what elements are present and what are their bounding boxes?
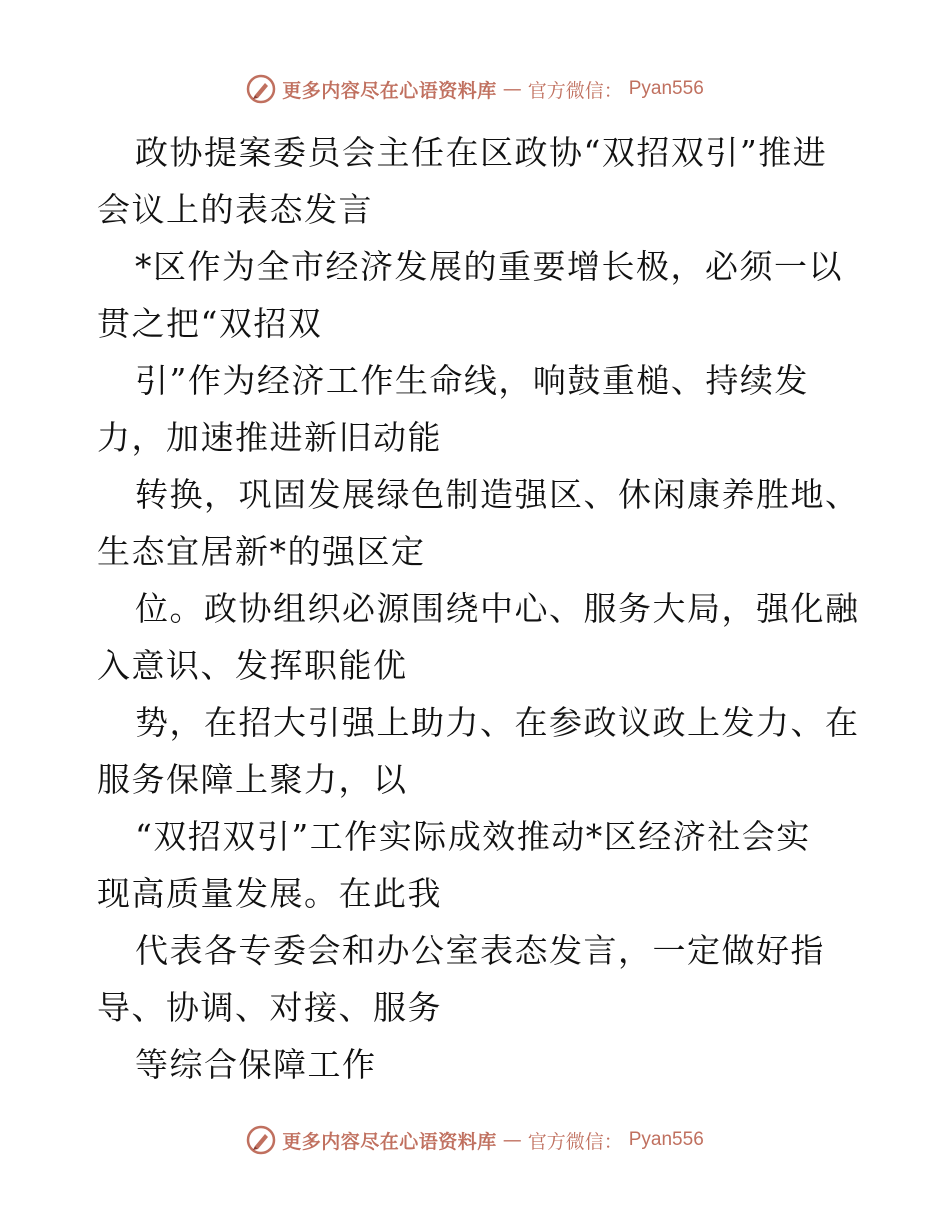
paragraph-2-line-2: 贯之把“双招双 <box>97 304 323 343</box>
watermark-main-text: 更多内容尽在心语资料库 <box>282 1130 497 1153</box>
paragraph-4-line-1: 转换，巩固发展绿色制造强区、休闲康养胜地、 <box>135 475 860 514</box>
watermark-wechat-id: Pyan556 <box>628 78 704 99</box>
paragraph-5-line-1: 位。政协组织必源围绕中心、服务大局，强化融 <box>135 589 860 628</box>
watermark-dash: — <box>502 1129 522 1151</box>
paragraph-9-line-1: 等综合保障工作 <box>135 1045 377 1084</box>
paragraph-6-line-2: 服务保障上聚力，以 <box>97 760 408 799</box>
header-watermark <box>0 74 950 104</box>
pen-logo-icon <box>246 74 276 104</box>
paragraph-6-line-1: 势，在招大引强上助力、在参政议政上发力、在 <box>135 703 860 742</box>
paragraph-7-line-2: 现高质量发展。在此我 <box>97 874 442 913</box>
watermark-wechat-id: Pyan556 <box>628 1129 704 1150</box>
paragraph-8-line-1: 代表各专委会和办公室表态发言，一定做好指 <box>135 931 825 970</box>
paragraph-5-line-2: 入意识、发挥职能优 <box>97 646 408 685</box>
document-body <box>97 124 867 1093</box>
watermark-main-text: 更多内容尽在心语资料库 <box>282 79 497 102</box>
paragraph-4-line-2: 生态宜居新*的强区定 <box>97 532 426 571</box>
paragraph-2-line-1: *区作为全市经济发展的重要增长极，必须一以 <box>135 247 843 286</box>
paragraph-1-line-1: 政协提案委员会主任在区政协“双招双引”推进 <box>135 133 828 172</box>
paragraph-8-line-2: 导、协调、对接、服务 <box>97 988 442 1027</box>
footer-watermark <box>0 1125 950 1155</box>
watermark-dash: — <box>502 78 522 100</box>
pen-logo-icon <box>246 1125 276 1155</box>
paragraph-7-line-1: “双招双引”工作实际成效推动*区经济社会实 <box>135 817 811 856</box>
watermark-sub-text: 官方微信： <box>527 79 623 102</box>
watermark-sub-text: 官方微信： <box>527 1130 623 1153</box>
paragraph-3-line-1: 引”作为经济工作生命线，响鼓重槌、持续发 <box>135 361 809 400</box>
paragraph-1-line-2: 会议上的表态发言 <box>97 190 373 229</box>
paragraph-3-line-2: 力，加速推进新旧动能 <box>97 418 442 457</box>
